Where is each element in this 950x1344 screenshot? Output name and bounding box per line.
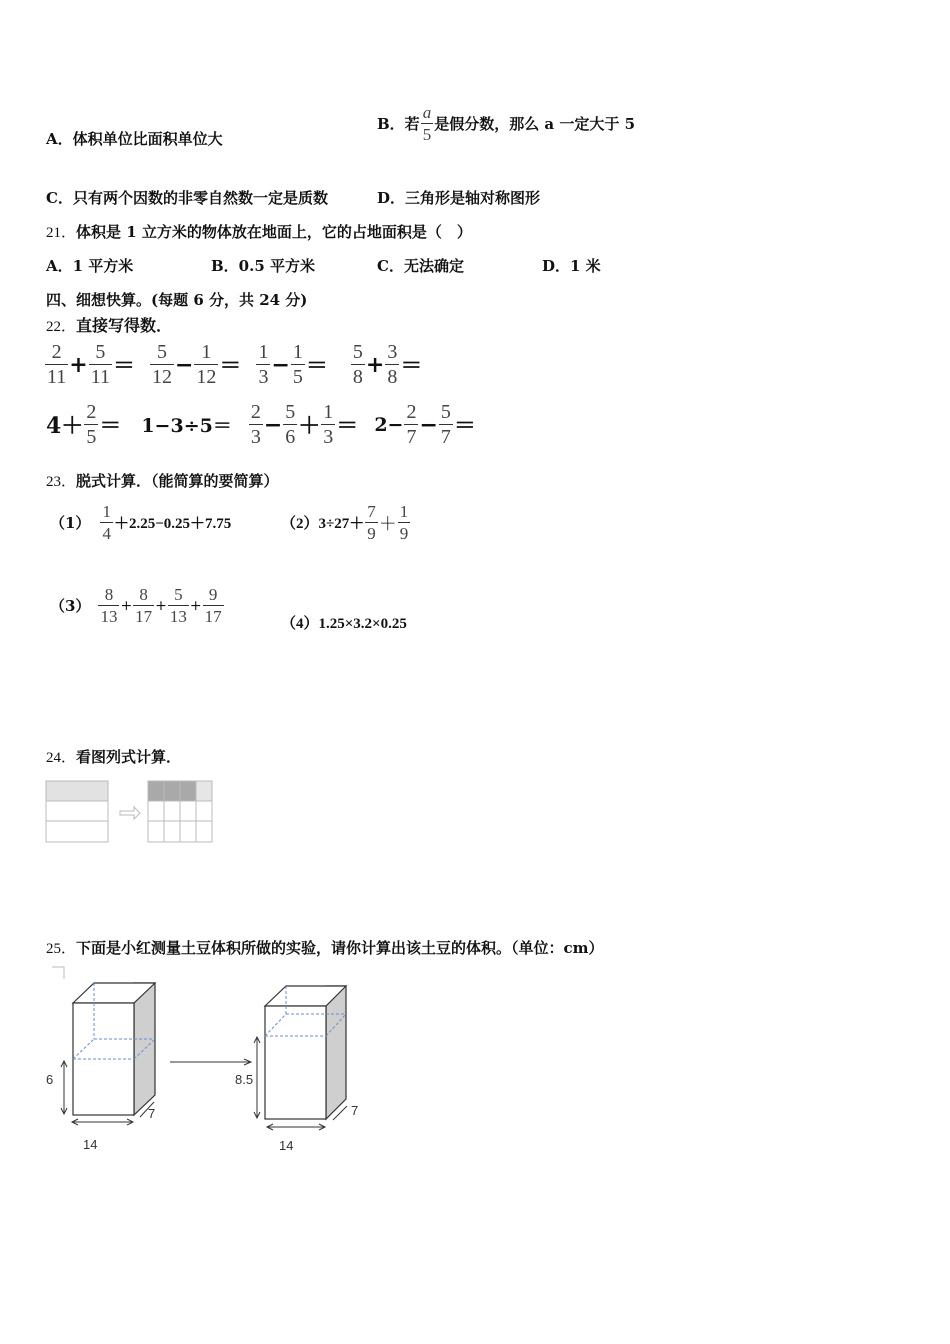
height-label: 8.5 xyxy=(235,1072,254,1087)
q22-item-2 xyxy=(149,342,241,387)
equals-sign: ＝ xyxy=(219,353,242,379)
numerator: 5 xyxy=(440,401,451,423)
part-label: （3） xyxy=(50,597,91,615)
denominator: 3 xyxy=(250,426,261,448)
equals-sign: ＝ xyxy=(336,413,359,439)
denominator: 17 xyxy=(135,607,153,626)
option-a: A．体积单位比面积单位大 xyxy=(46,130,223,148)
numerator: 9 xyxy=(208,585,218,604)
equals-sign: ＝ xyxy=(305,353,328,379)
numerator: 1 xyxy=(102,502,111,521)
fraction xyxy=(398,503,411,542)
fraction xyxy=(100,503,113,542)
numerator: 5 xyxy=(285,401,296,423)
denominator: 12 xyxy=(151,366,172,388)
denominator: 17 xyxy=(204,607,222,626)
operator: ＋ xyxy=(378,513,397,535)
shaded-cell xyxy=(180,781,196,801)
part-label: （1） xyxy=(50,514,91,532)
q21-option-c: C．无法确定 xyxy=(377,257,464,275)
fraction xyxy=(194,342,218,387)
numerator: 7 xyxy=(367,502,376,521)
expression-text: ＋2.25−0.25＋7.75 xyxy=(113,516,232,532)
numerator: 1 xyxy=(258,341,269,363)
q22-row-2 xyxy=(46,402,476,447)
operator: − xyxy=(174,351,194,378)
denominator: 7 xyxy=(440,426,451,448)
q21-option-d: D．1 米 xyxy=(542,257,601,275)
numerator: 1 xyxy=(292,341,303,363)
fraction xyxy=(291,342,305,387)
fraction xyxy=(89,342,112,387)
denominator: 7 xyxy=(406,426,417,448)
left-container xyxy=(46,983,155,1152)
numerator: 1 xyxy=(399,502,409,521)
shaded-row xyxy=(46,781,108,801)
operator: ＋ xyxy=(298,413,321,439)
q21-option-b: B．0.5 平方米 xyxy=(211,257,315,275)
question-number: 21． xyxy=(46,225,77,241)
denominator: 8 xyxy=(387,366,398,388)
question-title: 看图列式计算． xyxy=(76,748,182,766)
height-label: 6 xyxy=(46,1072,54,1087)
numerator: 3 xyxy=(387,341,398,363)
fraction xyxy=(351,342,365,387)
front-face xyxy=(265,1006,326,1119)
q22-item-8 xyxy=(374,402,476,447)
numerator: 5 xyxy=(156,341,167,363)
numerator: 1 xyxy=(201,341,212,363)
equals-sign: ＝ xyxy=(112,353,135,379)
depth-label: 7 xyxy=(351,1103,359,1118)
q22-item-3 xyxy=(255,342,327,387)
denominator: 3 xyxy=(323,426,334,448)
fraction xyxy=(45,342,68,387)
q22-item-5 xyxy=(46,402,121,447)
q23-part-4: （4）1.25×3.2×0.25 xyxy=(281,616,407,632)
grid-row xyxy=(46,821,108,842)
fraction-grid-figure xyxy=(44,779,216,847)
arrow-icon xyxy=(120,807,140,819)
fraction xyxy=(256,342,270,387)
denominator: 8 xyxy=(352,366,363,388)
denominator: 4 xyxy=(102,524,111,543)
light-cell xyxy=(196,781,212,801)
numerator: 2 xyxy=(51,341,62,363)
numerator: 2 xyxy=(86,401,97,423)
denominator: 3 xyxy=(258,366,269,388)
fraction xyxy=(439,402,453,447)
denominator: 5 xyxy=(292,366,303,388)
equals-sign: ＝ xyxy=(99,413,122,439)
shaded-cell xyxy=(164,781,180,801)
shaded-cell xyxy=(148,781,164,801)
question-21 xyxy=(46,221,472,242)
denominator: 5 xyxy=(86,426,97,448)
question-title: 下面是小红测量土豆体积所做的实验，请你计算出该土豆的体积。（单位：cm） xyxy=(76,939,604,957)
fraction-denominator: 5 xyxy=(422,125,432,144)
side-face xyxy=(134,983,155,1115)
corner-mark xyxy=(52,967,64,979)
option-b-fraction xyxy=(421,104,434,143)
q23-part-1 xyxy=(50,503,231,542)
question-23 xyxy=(46,470,279,491)
expression-text: 4＋ xyxy=(46,413,84,439)
operator: + xyxy=(365,351,385,378)
option-b xyxy=(377,104,635,143)
fraction-numerator: a xyxy=(422,103,432,122)
operator: − xyxy=(419,411,438,438)
option-b-prefix: B．若 xyxy=(377,115,420,133)
fraction xyxy=(98,586,119,625)
question-number: 24． xyxy=(46,750,77,766)
denominator: 9 xyxy=(367,524,376,543)
numerator: 8 xyxy=(139,585,148,604)
right-grid xyxy=(148,781,212,842)
q22-item-4 xyxy=(350,342,422,387)
fraction xyxy=(365,503,378,542)
expression-text: 2− xyxy=(374,413,404,436)
part-label: （2）3÷27＋ xyxy=(281,516,365,532)
denominator: 13 xyxy=(100,607,118,626)
fraction xyxy=(404,402,418,447)
operator: + xyxy=(120,597,133,614)
q22-item-1 xyxy=(44,342,135,387)
question-25 xyxy=(46,937,604,958)
fraction xyxy=(133,586,154,625)
fraction xyxy=(150,342,174,387)
fraction xyxy=(84,402,98,447)
section-heading: 四、细想快算。(每题 6 分，共 24 分) xyxy=(46,291,308,309)
question-22 xyxy=(46,313,172,336)
left-grid xyxy=(46,781,108,842)
denominator: 11 xyxy=(47,366,67,388)
option-d: D．三角形是轴对称图形 xyxy=(377,189,541,207)
denominator: 9 xyxy=(399,524,409,543)
grid-row xyxy=(46,801,108,821)
fraction xyxy=(168,586,189,625)
q22-item-6 xyxy=(141,411,232,438)
question-number: 25． xyxy=(46,941,77,957)
denominator: 12 xyxy=(196,366,217,388)
question-title: 直接写得数． xyxy=(76,316,173,335)
q22-item-7 xyxy=(248,402,358,447)
q23-part-3 xyxy=(50,586,225,625)
right-container xyxy=(235,986,358,1153)
fraction xyxy=(203,586,224,625)
question-text: 体积是 1 立方米的物体放在地面上，它的占地面积是（ ） xyxy=(76,223,472,241)
depth-label: 7 xyxy=(148,1106,156,1121)
numerator: 5 xyxy=(174,585,183,604)
q21-option-a: A．1 平方米 xyxy=(46,257,134,275)
denominator: 13 xyxy=(169,607,187,626)
operator: − xyxy=(271,351,290,378)
q22-row-1 xyxy=(44,342,422,387)
width-label: 14 xyxy=(83,1137,98,1152)
numerator: 2 xyxy=(250,401,261,423)
numerator: 1 xyxy=(323,401,334,423)
operator: + xyxy=(69,351,88,378)
question-number: 22． xyxy=(46,319,77,335)
operator: + xyxy=(155,597,167,614)
fraction xyxy=(283,402,297,447)
width-label: 14 xyxy=(279,1138,294,1153)
question-24 xyxy=(46,746,181,767)
numerator: 5 xyxy=(352,341,363,363)
option-c: C．只有两个因数的非零自然数一定是质数 xyxy=(46,189,328,207)
equals-sign: ＝ xyxy=(453,413,476,439)
numerator: 8 xyxy=(104,585,114,604)
equals-sign: ＝ xyxy=(400,353,423,379)
operator: − xyxy=(263,411,283,438)
expression-text: 1−3÷5＝ xyxy=(141,415,232,437)
operator: + xyxy=(189,597,202,614)
question-number: 23． xyxy=(46,474,77,490)
q23-part-2 xyxy=(281,503,411,542)
denominator: 6 xyxy=(285,426,296,448)
denominator: 11 xyxy=(90,366,110,388)
side-face xyxy=(326,986,346,1119)
numerator: 5 xyxy=(95,341,106,363)
fraction xyxy=(249,402,263,447)
fraction xyxy=(321,402,335,447)
question-title: 脱式计算．（能简算的要简算） xyxy=(76,472,279,490)
numerator: 2 xyxy=(406,401,417,423)
fraction xyxy=(385,342,399,387)
container-figure xyxy=(40,962,380,1162)
option-b-suffix: 是假分数，那么 a 一定大于 5 xyxy=(434,115,636,133)
